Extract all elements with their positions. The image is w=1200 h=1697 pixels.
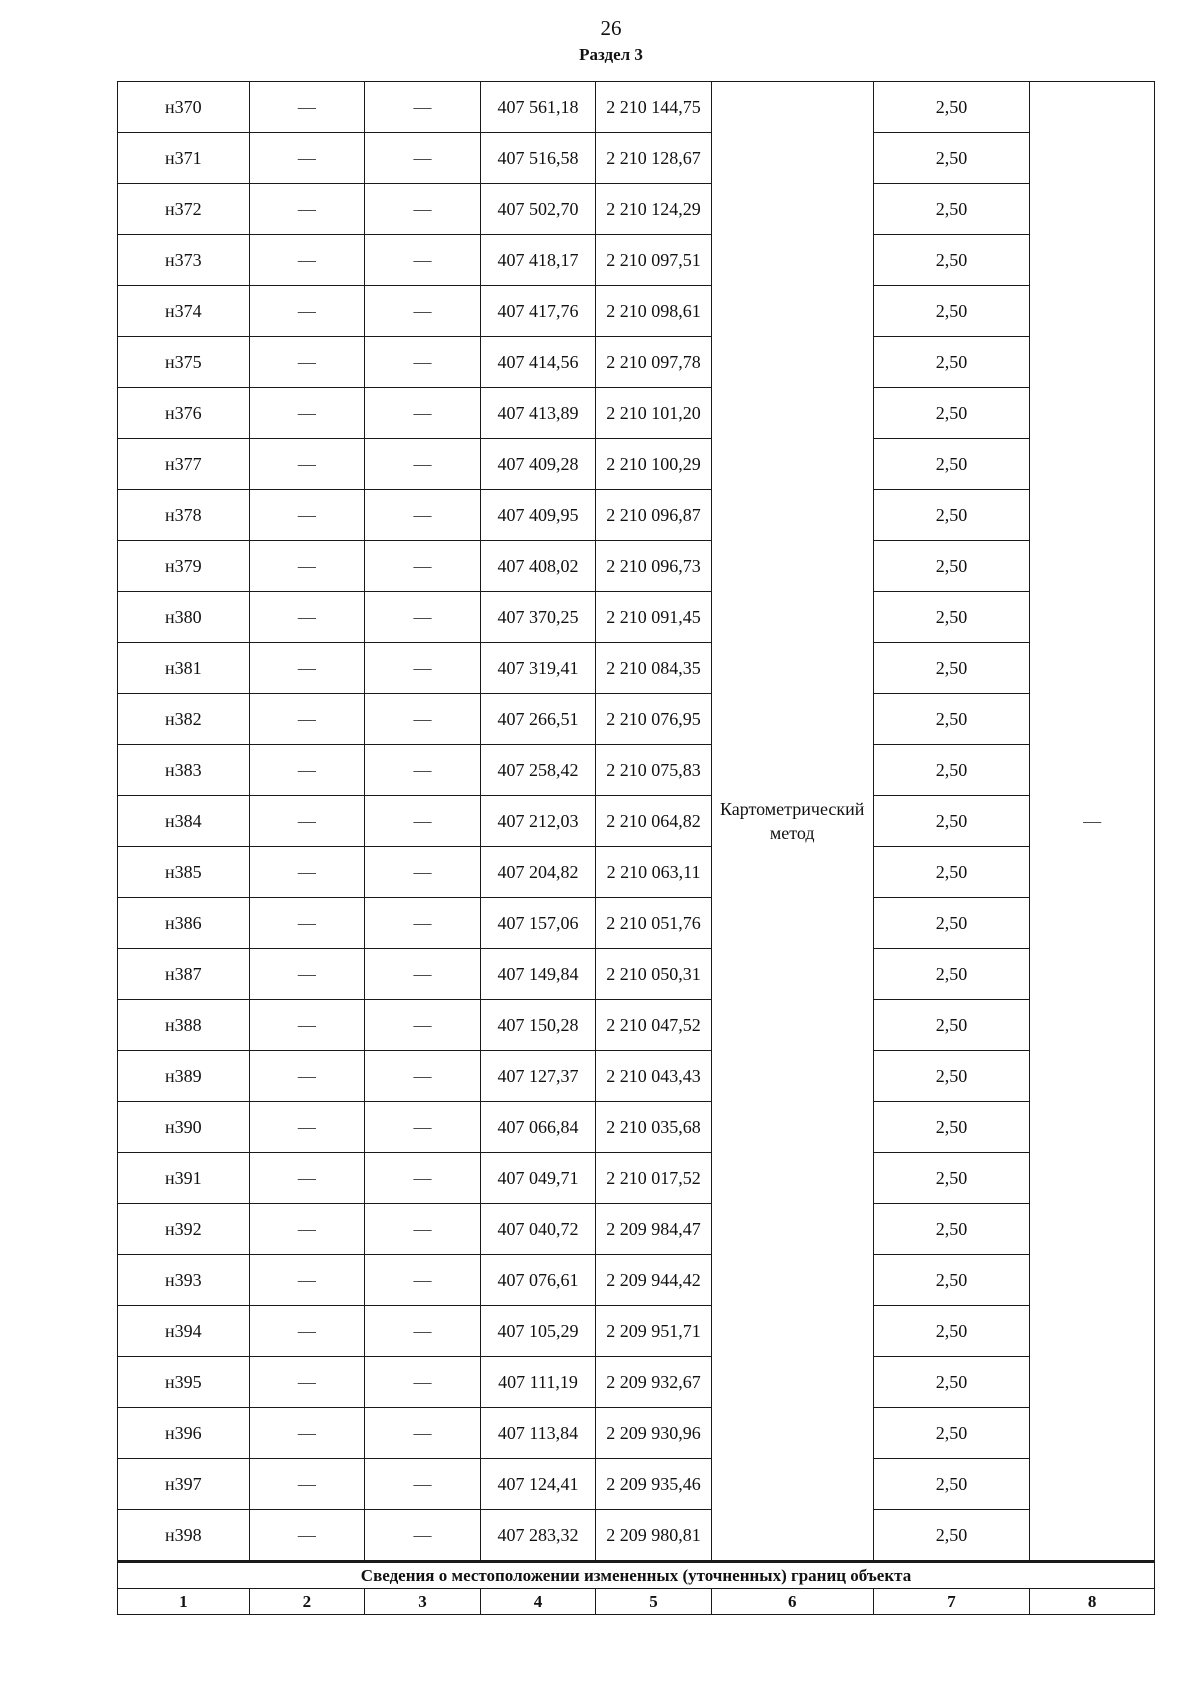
x-coordinate-cell: 407 370,25 — [480, 592, 596, 643]
y-coordinate-cell: 2 210 035,68 — [596, 1102, 712, 1153]
y-coordinate-cell: 2 210 096,87 — [596, 490, 712, 541]
table-row — [118, 745, 1155, 796]
y-coordinate-cell: 2 210 144,75 — [596, 82, 712, 133]
y-coordinate-cell: 2 210 101,20 — [596, 388, 712, 439]
point-id-cell: н381 — [118, 643, 250, 694]
point-id-cell: н398 — [118, 1510, 250, 1562]
table-row — [118, 1000, 1155, 1051]
error-cell: 2,50 — [873, 796, 1030, 847]
y-coordinate-cell: 2 210 097,78 — [596, 337, 712, 388]
x-coordinate-cell: 407 319,41 — [480, 643, 596, 694]
x-coordinate-cell: 407 414,56 — [480, 337, 596, 388]
point-id-cell: н389 — [118, 1051, 250, 1102]
table-row — [118, 286, 1155, 337]
y-coordinate-cell: 2 209 980,81 — [596, 1510, 712, 1562]
dash-cell: — — [249, 184, 365, 235]
point-id-cell: н383 — [118, 745, 250, 796]
dash-cell: — — [365, 847, 481, 898]
column-number: 6 — [711, 1589, 873, 1615]
error-cell: 2,50 — [873, 541, 1030, 592]
x-coordinate-cell: 407 076,61 — [480, 1255, 596, 1306]
point-id-cell: н386 — [118, 898, 250, 949]
point-id-cell: н373 — [118, 235, 250, 286]
y-coordinate-cell: 2 209 935,46 — [596, 1459, 712, 1510]
dash-cell: — — [365, 1051, 481, 1102]
x-coordinate-cell: 407 408,02 — [480, 541, 596, 592]
error-cell: 2,50 — [873, 694, 1030, 745]
dash-cell: — — [249, 949, 365, 1000]
column-number: 7 — [873, 1589, 1030, 1615]
dash-cell: — — [249, 847, 365, 898]
point-id-cell: н392 — [118, 1204, 250, 1255]
x-coordinate-cell: 407 113,84 — [480, 1408, 596, 1459]
point-id-cell: н390 — [118, 1102, 250, 1153]
y-coordinate-cell: 2 209 932,67 — [596, 1357, 712, 1408]
y-coordinate-cell: 2 209 944,42 — [596, 1255, 712, 1306]
dash-cell: — — [365, 1357, 481, 1408]
x-coordinate-cell: 407 049,71 — [480, 1153, 596, 1204]
point-id-cell: н374 — [118, 286, 250, 337]
x-coordinate-cell: 407 258,42 — [480, 745, 596, 796]
error-cell: 2,50 — [873, 949, 1030, 1000]
point-id-cell: н370 — [118, 82, 250, 133]
x-coordinate-cell: 407 417,76 — [480, 286, 596, 337]
dash-cell: — — [249, 490, 365, 541]
y-coordinate-cell: 2 210 097,51 — [596, 235, 712, 286]
error-cell: 2,50 — [873, 388, 1030, 439]
dash-cell: — — [365, 490, 481, 541]
table-row — [118, 337, 1155, 388]
error-cell: 2,50 — [873, 745, 1030, 796]
table-row — [118, 1102, 1155, 1153]
table-row — [118, 643, 1155, 694]
table-row — [118, 1459, 1155, 1510]
dash-cell: — — [249, 1306, 365, 1357]
dash-cell: — — [249, 541, 365, 592]
error-cell: 2,50 — [873, 592, 1030, 643]
x-coordinate-cell: 407 283,32 — [480, 1510, 596, 1562]
table-row — [118, 1204, 1155, 1255]
table-row — [118, 490, 1155, 541]
x-coordinate-cell: 407 413,89 — [480, 388, 596, 439]
dash-cell: — — [365, 1510, 481, 1562]
table-caption: Сведения о местоположении измененных (уточненных) границ объекта — [118, 1562, 1155, 1589]
dash-cell: — — [249, 337, 365, 388]
point-id-cell: н384 — [118, 796, 250, 847]
point-id-cell: н371 — [118, 133, 250, 184]
dash-cell: — — [365, 643, 481, 694]
x-coordinate-cell: 407 124,41 — [480, 1459, 596, 1510]
dash-cell: — — [365, 133, 481, 184]
dash-cell: — — [249, 1510, 365, 1562]
y-coordinate-cell: 2 210 096,73 — [596, 541, 712, 592]
y-coordinate-cell: 2 210 128,67 — [596, 133, 712, 184]
x-coordinate-cell: 407 266,51 — [480, 694, 596, 745]
error-cell: 2,50 — [873, 490, 1030, 541]
dash-cell: — — [365, 1000, 481, 1051]
dash-cell: — — [249, 1459, 365, 1510]
table-row — [118, 796, 1155, 847]
table-row — [118, 1255, 1155, 1306]
y-coordinate-cell: 2 210 017,52 — [596, 1153, 712, 1204]
x-coordinate-cell: 407 111,19 — [480, 1357, 596, 1408]
dash-cell: — — [365, 82, 481, 133]
table-row — [118, 1306, 1155, 1357]
point-id-cell: н385 — [118, 847, 250, 898]
point-id-cell: н395 — [118, 1357, 250, 1408]
x-coordinate-cell: 407 150,28 — [480, 1000, 596, 1051]
dash-cell: — — [249, 235, 365, 286]
section-title: Раздел 3 — [579, 45, 643, 64]
error-cell: 2,50 — [873, 1051, 1030, 1102]
y-coordinate-cell: 2 210 091,45 — [596, 592, 712, 643]
x-coordinate-cell: 407 105,29 — [480, 1306, 596, 1357]
dash-cell: — — [365, 694, 481, 745]
error-cell: 2,50 — [873, 1102, 1030, 1153]
x-coordinate-cell: 407 409,28 — [480, 439, 596, 490]
dash-cell: — — [249, 1000, 365, 1051]
dash-cell: — — [365, 541, 481, 592]
error-cell: 2,50 — [873, 1153, 1030, 1204]
dash-cell: — — [249, 1102, 365, 1153]
dash-cell: — — [365, 1408, 481, 1459]
y-coordinate-cell: 2 210 064,82 — [596, 796, 712, 847]
y-coordinate-cell: 2 210 043,43 — [596, 1051, 712, 1102]
point-id-cell: н387 — [118, 949, 250, 1000]
x-coordinate-cell: 407 040,72 — [480, 1204, 596, 1255]
dash-cell: — — [365, 337, 481, 388]
y-coordinate-cell: 2 209 984,47 — [596, 1204, 712, 1255]
error-cell: 2,50 — [873, 898, 1030, 949]
dash-cell: — — [249, 1204, 365, 1255]
point-id-cell: н393 — [118, 1255, 250, 1306]
dash-cell: — — [249, 286, 365, 337]
dash-cell: — — [249, 1408, 365, 1459]
point-id-cell: н379 — [118, 541, 250, 592]
dash-cell: — — [249, 439, 365, 490]
dash-cell: — — [365, 1102, 481, 1153]
table-row — [118, 1357, 1155, 1408]
dash-cell: — — [365, 235, 481, 286]
dash-cell: — — [249, 133, 365, 184]
error-cell: 2,50 — [873, 643, 1030, 694]
error-cell: 2,50 — [873, 1510, 1030, 1562]
dash-cell: — — [249, 745, 365, 796]
x-coordinate-cell: 407 212,03 — [480, 796, 596, 847]
dash-cell: — — [249, 643, 365, 694]
error-cell: 2,50 — [873, 1204, 1030, 1255]
dash-cell: — — [365, 592, 481, 643]
error-cell: 2,50 — [873, 1357, 1030, 1408]
error-cell: 2,50 — [873, 439, 1030, 490]
dash-cell: — — [365, 745, 481, 796]
error-cell: 2,50 — [873, 1000, 1030, 1051]
dash-cell: — — [249, 388, 365, 439]
table-row — [118, 82, 1155, 133]
point-id-cell: н394 — [118, 1306, 250, 1357]
column-number: 1 — [118, 1589, 250, 1615]
point-id-cell: н382 — [118, 694, 250, 745]
dash-cell: — — [249, 1357, 365, 1408]
table-row — [118, 847, 1155, 898]
x-coordinate-cell: 407 157,06 — [480, 898, 596, 949]
error-cell: 2,50 — [873, 82, 1030, 133]
table-row — [118, 133, 1155, 184]
table-row — [118, 898, 1155, 949]
error-cell: 2,50 — [873, 184, 1030, 235]
dash-cell: — — [249, 796, 365, 847]
point-id-cell: н376 — [118, 388, 250, 439]
dash-cell: — — [365, 1306, 481, 1357]
y-coordinate-cell: 2 210 100,29 — [596, 439, 712, 490]
error-cell: 2,50 — [873, 847, 1030, 898]
y-coordinate-cell: 2 210 084,35 — [596, 643, 712, 694]
error-cell: 2,50 — [873, 1459, 1030, 1510]
error-cell: 2,50 — [873, 1306, 1030, 1357]
dash-cell: — — [365, 1204, 481, 1255]
y-coordinate-cell: 2 210 124,29 — [596, 184, 712, 235]
table-row — [118, 1051, 1155, 1102]
boundary-points-table — [117, 81, 1155, 1615]
x-coordinate-cell: 407 127,37 — [480, 1051, 596, 1102]
dash-cell: — — [365, 439, 481, 490]
dash-cell: — — [249, 1051, 365, 1102]
x-coordinate-cell: 407 418,17 — [480, 235, 596, 286]
column-number: 4 — [480, 1589, 596, 1615]
dash-cell: — — [249, 694, 365, 745]
y-coordinate-cell: 2 209 930,96 — [596, 1408, 712, 1459]
dash-cell: — — [249, 82, 365, 133]
dash-cell: — — [249, 592, 365, 643]
point-id-cell: н375 — [118, 337, 250, 388]
error-cell: 2,50 — [873, 133, 1030, 184]
table-row — [118, 439, 1155, 490]
dash-cell: — — [249, 898, 365, 949]
dash-cell: — — [365, 898, 481, 949]
table-row — [118, 1510, 1155, 1562]
x-coordinate-cell: 407 409,95 — [480, 490, 596, 541]
y-coordinate-cell: 2 210 076,95 — [596, 694, 712, 745]
table-row — [118, 388, 1155, 439]
table-row — [118, 1153, 1155, 1204]
x-coordinate-cell: 407 204,82 — [480, 847, 596, 898]
table-row — [118, 1408, 1155, 1459]
dash-cell: — — [365, 1153, 481, 1204]
table-body — [118, 82, 1155, 1562]
column-number: 3 — [365, 1589, 481, 1615]
dash-cell: — — [365, 286, 481, 337]
point-id-cell: н378 — [118, 490, 250, 541]
x-coordinate-cell: 407 502,70 — [480, 184, 596, 235]
point-id-cell: н372 — [118, 184, 250, 235]
x-coordinate-cell: 407 561,18 — [480, 82, 596, 133]
dash-cell: — — [249, 1255, 365, 1306]
error-cell: 2,50 — [873, 1255, 1030, 1306]
y-coordinate-cell: 2 210 051,76 — [596, 898, 712, 949]
dash-cell: — — [365, 949, 481, 1000]
point-id-cell: н397 — [118, 1459, 250, 1510]
y-coordinate-cell: 2 210 075,83 — [596, 745, 712, 796]
error-cell: 2,50 — [873, 235, 1030, 286]
point-id-cell: н377 — [118, 439, 250, 490]
table-row — [118, 694, 1155, 745]
table-row — [118, 541, 1155, 592]
y-coordinate-cell: 2 209 951,71 — [596, 1306, 712, 1357]
dash-cell: — — [365, 388, 481, 439]
y-coordinate-cell: 2 210 063,11 — [596, 847, 712, 898]
error-cell: 2,50 — [873, 1408, 1030, 1459]
error-cell: 2,50 — [873, 337, 1030, 388]
x-coordinate-cell: 407 066,84 — [480, 1102, 596, 1153]
y-coordinate-cell: 2 210 050,31 — [596, 949, 712, 1000]
dash-cell: — — [365, 796, 481, 847]
column-number: 5 — [596, 1589, 712, 1615]
point-id-cell: н380 — [118, 592, 250, 643]
table-row — [118, 184, 1155, 235]
y-coordinate-cell: 2 210 098,61 — [596, 286, 712, 337]
y-coordinate-cell: 2 210 047,52 — [596, 1000, 712, 1051]
point-id-cell: н396 — [118, 1408, 250, 1459]
column-number: 2 — [249, 1589, 365, 1615]
point-id-cell: н391 — [118, 1153, 250, 1204]
column-numbers-row — [118, 1589, 1155, 1615]
dash-cell: — — [249, 1153, 365, 1204]
method-cell: Картометрический метод — [711, 82, 873, 1562]
x-coordinate-cell: 407 149,84 — [480, 949, 596, 1000]
dash-cell: — — [365, 184, 481, 235]
error-cell: 2,50 — [873, 286, 1030, 337]
column-number: 8 — [1030, 1589, 1155, 1615]
table-row — [118, 235, 1155, 286]
point-id-cell: н388 — [118, 1000, 250, 1051]
page-number: 26 — [600, 16, 622, 40]
table-caption-row — [118, 1562, 1155, 1589]
x-coordinate-cell: 407 516,58 — [480, 133, 596, 184]
dash-cell: — — [365, 1459, 481, 1510]
notes-cell: — — [1030, 82, 1155, 1562]
dash-cell: — — [365, 1255, 481, 1306]
table-row — [118, 592, 1155, 643]
table-row — [118, 949, 1155, 1000]
